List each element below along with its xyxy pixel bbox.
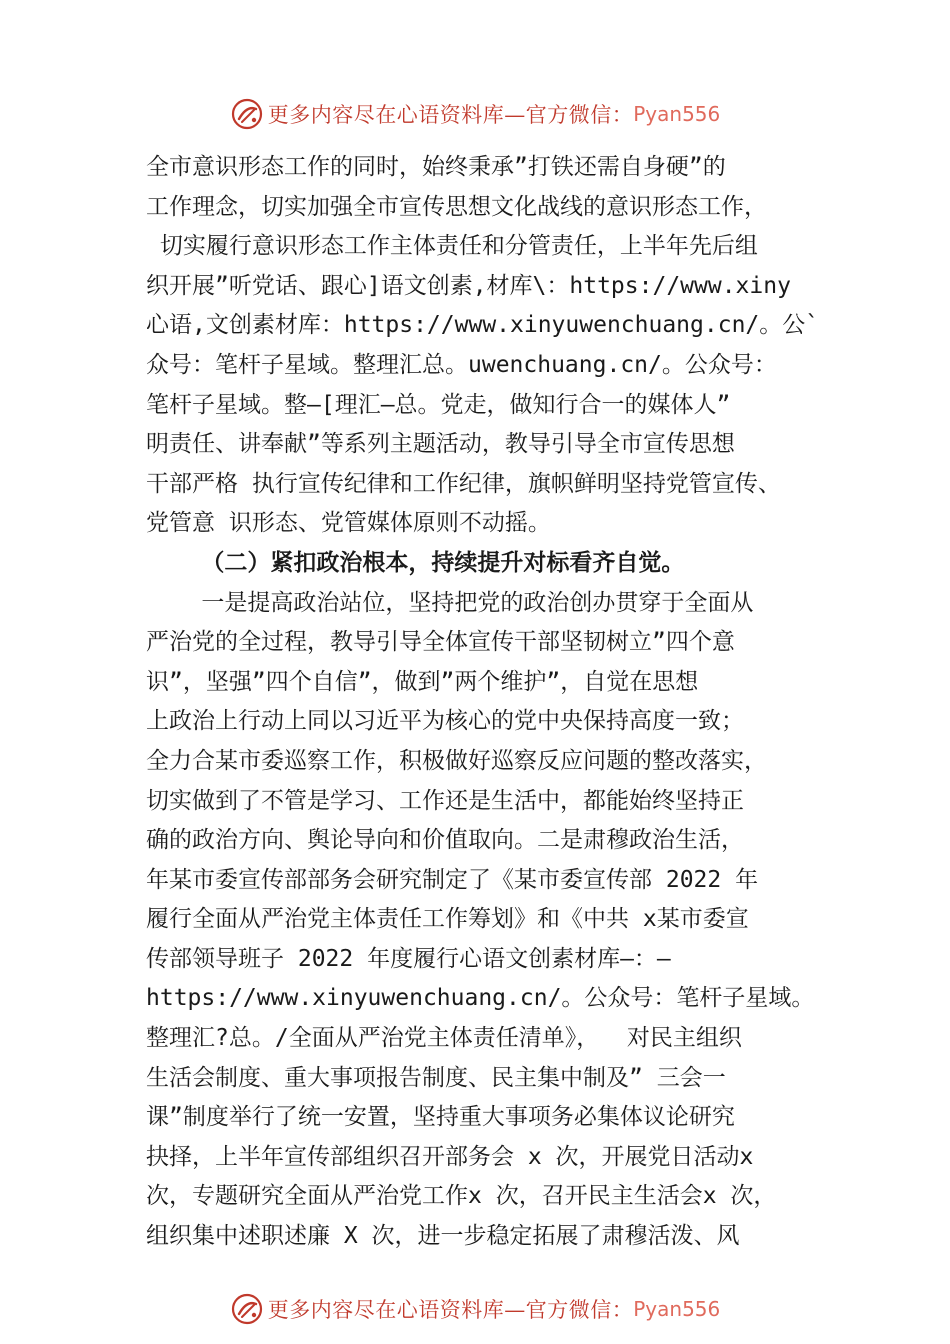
section-heading: （二）紧扣政治根本，持续提升对标看齐自觉。 (146, 549, 685, 576)
body-line: https://www.xinyuwenchuang.cn/。公众号：笔杆子星域。 (146, 985, 815, 1012)
document-body (146, 148, 846, 1257)
body-line: 课”制度举行了统一安置，坚持重大事项务必集体议论研究 (146, 1104, 735, 1131)
footer-site-text: 更多内容尽在心语资料库—官方微信： (267, 1298, 634, 1322)
body-line: 干部严格 执行宣传纪律和工作纪律，旗帜鲜明坚持党管宣传、 (146, 470, 781, 497)
body-line: 全市意识形态工作的同时，始终秉承”打铁还需自身硬”的 (146, 154, 726, 180)
body-line: 传部领导班子 2022 年度履行心语文创素材库—：— (146, 945, 671, 972)
body-line: 整理汇?总。/全面从严治党主体责任清单》， 对民主组织 (146, 1025, 742, 1052)
body-line: 心语,文创素材库：https://www.xinyuwenchuang.cn/。公` (146, 312, 820, 339)
xinyu-logo-icon (230, 1292, 264, 1326)
body-line: 众号：笔杆子星域。整理汇总。uwenchuang.cn/。公众号： (146, 351, 777, 378)
body-line: 切实做到了不管是学习、工作还是生活中，都能始终坚持正 (146, 787, 744, 814)
body-line: 上政治上行动上同以习近平为核心的党中央保持高度一致； (146, 708, 744, 735)
banner-site-text: 更多内容尽在心语资料库—官方微信： (267, 103, 634, 127)
body-line: 识”，坚强”四个自信”，做到”两个维护”，自觉在思想 (146, 668, 699, 695)
body-line: 工作理念，切实加强全市宣传思想文化战线的意识形态工作， (146, 193, 767, 220)
body-line: 织开展”听党话、跟心]语文创素,材库\：https://www.xiny (146, 272, 791, 299)
body-line: 抉择，上半年宣传部组织召开部务会 x 次，开展党日活动x (146, 1143, 754, 1170)
banner-wechat-id: Pyan556 (633, 102, 721, 126)
body-line: 明责任、讲奉献”等系列主题活动，教导引导全市宣传思想 (146, 431, 735, 458)
body-line: 严治党的全过程，教导引导全体宣传干部坚韧树立”四个意 (146, 629, 735, 656)
body-line: 党管意 识形态、党管媒体原则不动摇。 (146, 510, 551, 537)
body-line: 年某市委宣传部部务会研究制定了《某市委宣传部 2022 年 (146, 866, 759, 893)
footer-wechat-id: Pyan556 (633, 1297, 721, 1321)
body-line: 组织集中述职述廉 X 次，进一步稳定拓展了肃穆活泼、风 (146, 1223, 740, 1250)
body-line: 确的政治方向、舆论导向和价值取向。二是肃穆政治生活， (146, 827, 744, 854)
xinyu-logo-icon (230, 97, 264, 131)
body-line: 全力合某市委巡察工作，积极做好巡察反应问题的整改落实， (146, 747, 767, 774)
body-line: 履行全面从严治党主体责任工作筹划》和《中共 x某市委宣 (146, 906, 749, 933)
header-banner (0, 94, 950, 134)
body-line: 生活会制度、重大事项报告制度、民主集中制及” 三会一 (146, 1064, 726, 1091)
body-line: 次，专题研究全面从严治党工作x 次，召开民主生活会x 次， (146, 1183, 777, 1210)
body-line: 切实履行意识形态工作主体责任和分管责任，上半年先后组 (146, 233, 758, 260)
body-line: 一是提高政治站位，坚持把党的政治创办贯穿于全面从 (146, 589, 754, 616)
body-line: 笔杆子星域。整—[理汇—总。党走，做知行合一的媒体人” (146, 391, 731, 418)
footer-banner (0, 1289, 950, 1329)
